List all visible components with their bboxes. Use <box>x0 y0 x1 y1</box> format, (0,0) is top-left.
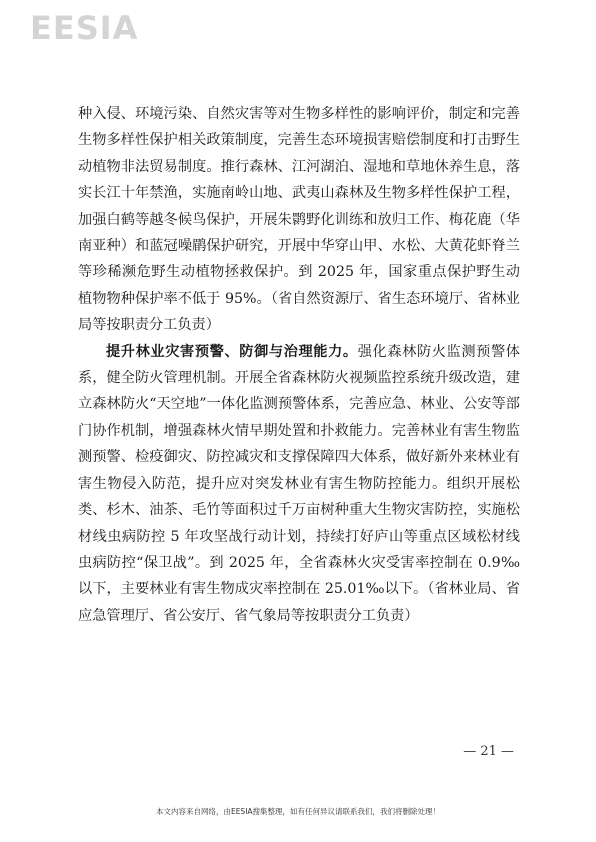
paragraph-text: 强化森林防火监测预警体系，健全防火管理机制。开展全省森林防火视频监控系统升级改造，建立森林防火“天空地”一体化监测预警体系，完善应急、林业、公安等部门协作机制，增强森林火情早期处置和扑救能力。完善林业有害生物监测预警、检疫御灾、防控减灾和支撑保障四大体系，做好新外来林业有害生物侵入防范，提升应对突发林业有害生物防控能力。组织开展松类、杉木、油茶、毛竹等面积过千万亩树种重大生物灾害防控，实施松材线虫病防控 5 年攻坚战行动计划，持续打好庐山等重点区域松材线虫病防控“保卫战”。到 2025 年，全省森林火灾受害率控制在 0.9‰以下，主要林业有害生物成灾率控制在 25.01‰以下。（省林业局、省应急管理厅、省公安厅、省气象局等按职责分工负责） <box>78 343 520 624</box>
footer-notice: 本文内容来自网络，由EESIA搜集整理，如有任何异议请联系我们，我们将删除处理！ <box>155 807 441 816</box>
paragraph-heading: 提升林业灾害预警、防御与治理能力。 <box>106 343 358 360</box>
paragraph-forestry-disaster <box>78 339 520 629</box>
document-body <box>78 101 520 629</box>
paragraph-biodiversity: 种入侵、环境污染、自然灾害等对生物多样性的影响评价，制定和完善生物多样性保护相关政策制度，完善生态环境损害赔偿制度和打击野生动植物非法贸易制度。推行森林、江河湖泊、湿地和草地休养生息，落实长江十年禁渔，实施南岭山地、武夷山森林及生物多样性保护工程，加强白鹤等越冬候鸟保护，开展朱鹮野化训练和放归工作、梅花鹿（华南亚种）和蓝冠噪鹛保护研究，开展中华穿山甲、水松、大黄花虾脊兰等珍稀濒危野生动植物拯救保护。到 2025 年，国家重点保护野生动植物物种保护率不低于 95%。（省自然资源厅、省生态环境厅、省林业局等按职责分工负责） <box>78 106 520 334</box>
page-number: — 21 — <box>463 744 514 759</box>
eesia-logo: EESIA <box>30 9 139 47</box>
